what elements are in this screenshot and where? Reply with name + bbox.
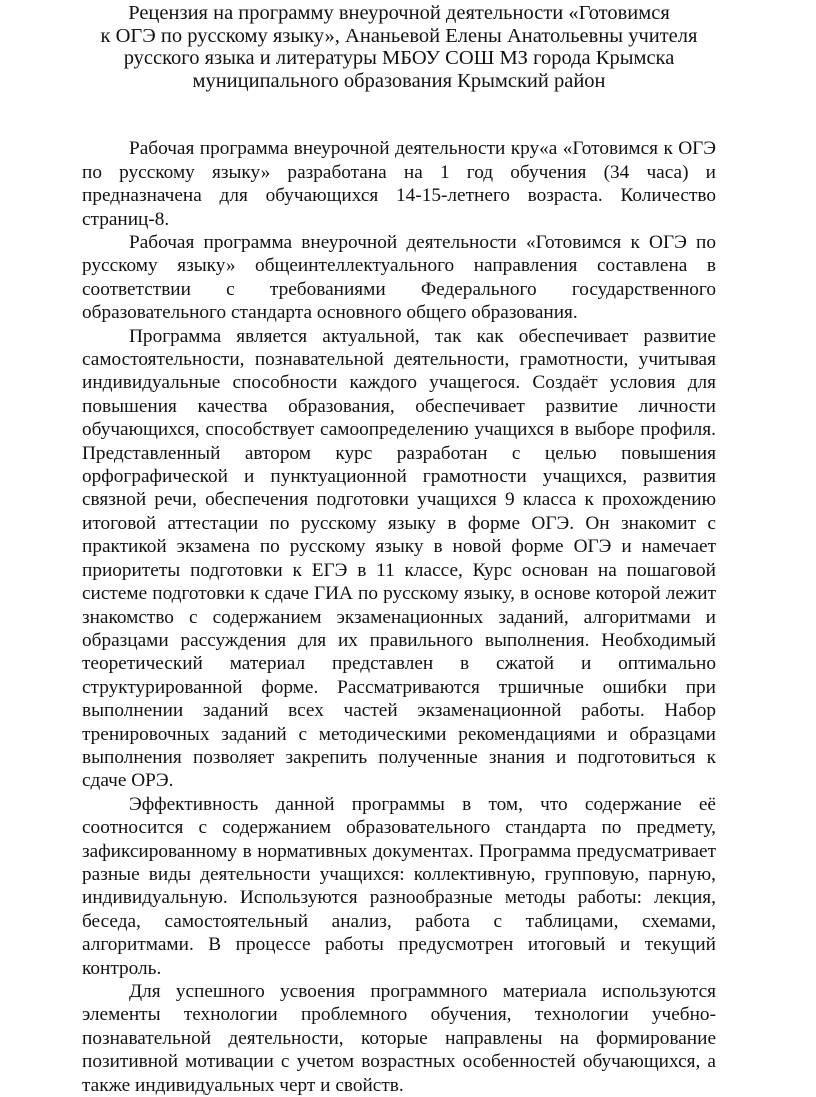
paragraph-effectiveness: Эффективность данной программы в том, что содержание её соотносится с содержанием образовательного стандарта по предмету, зафиксированному в нормативных документах. Программа предусматривает разные виды деятельности учащихся: коллективную, групповую, парную, индивидуальную. Используются разнообразные методы работы: лекция, беседа, самостоятельный анализ, работа с таблицами, схемами, алгоритмами. В процессе работы предусмотрен итоговый и текущий контроль.: [82, 793, 716, 979]
document-title: [82, 2, 716, 92]
title-line-3: русского языка и литературы МБОУ СОШ МЗ города Крымска: [123, 47, 675, 70]
document-body: [82, 137, 716, 1097]
paragraph-standard-compliance: Рабочая программа внеурочной деятельности «Готовимся к ОГЭ по русскому языку» общеинтеллектуального направления составлена в соответствии с требованиями Федерального государственного образовательного стандарта основного общего образования.: [82, 232, 716, 324]
document-page: [82, 2, 716, 1096]
paragraph-program-overview: Рабочая программа внеурочной деятельности кру«а «Готовимся к ОГЭ по русскому языку» разработана на 1 год обучения (34 часа) и предназначена для обучающихся 14-15-летнего возраста. Количество страниц-8.: [82, 138, 716, 230]
title-line-4: муниципального образования Крымский район: [192, 69, 606, 92]
paragraph-technologies: Для успешного усвоения программного материала используются элементы технологии проблемного обучения, технологии учебно-познавательной деятельности, которые направлены на формирование позитивной мотивации с учетом возрастных особенностей обучающихся, а также индивидуальных черт и свойств.: [82, 981, 716, 1096]
paragraph-relevance: Программа является актуальной, так как обеспечивает развитие самостоятельности, познавательной деятельности, грамотности, учитывая индивидуальные способности каждого учащегося. Создаёт условия для повышения качества образования, обеспечивает развитие личности обучающихся, способствует самоопределению учащихся в выборе профиля. Представленный автором курс разработан с целью повышения орфографической и пунктуационной грамотности учащихся, развития связной речи, обеспечения подготовки учащихся 9 класса к прохождению итоговой аттестации по русскому языку в форме ОГЭ. Он знакомит с практикой экзамена по русскому языку в новой форме ОГЭ и намечает приоритеты подготовки к ЕГЭ в 11 классе, Курс основан на пошаговой системе подготовки к сдаче ГИА по русскому языку, в основе которой лежит знакомство с содержанием экзаменационных заданий, алгоритмами и образцами рассуждения для их правильного выполнения. Необходимый теоретический материал представлен в сжатой и оптимально структурированной форме. Рассматриваются тршичные ошибки при выполнении заданий всех частей экзаменационной работы. Набор тренировочных заданий с методическими рекомендациями и образцами выполнения позволяет закрепить полученные знания и подготовиться к сдаче ОРЭ.: [82, 325, 716, 792]
title-line-2: к ОГЭ по русскому языку», Ананьевой Елены Анатольевны учителя: [100, 24, 698, 47]
title-line-1: Рецензия на программу внеурочной деятельности «Готовимся: [128, 2, 670, 24]
